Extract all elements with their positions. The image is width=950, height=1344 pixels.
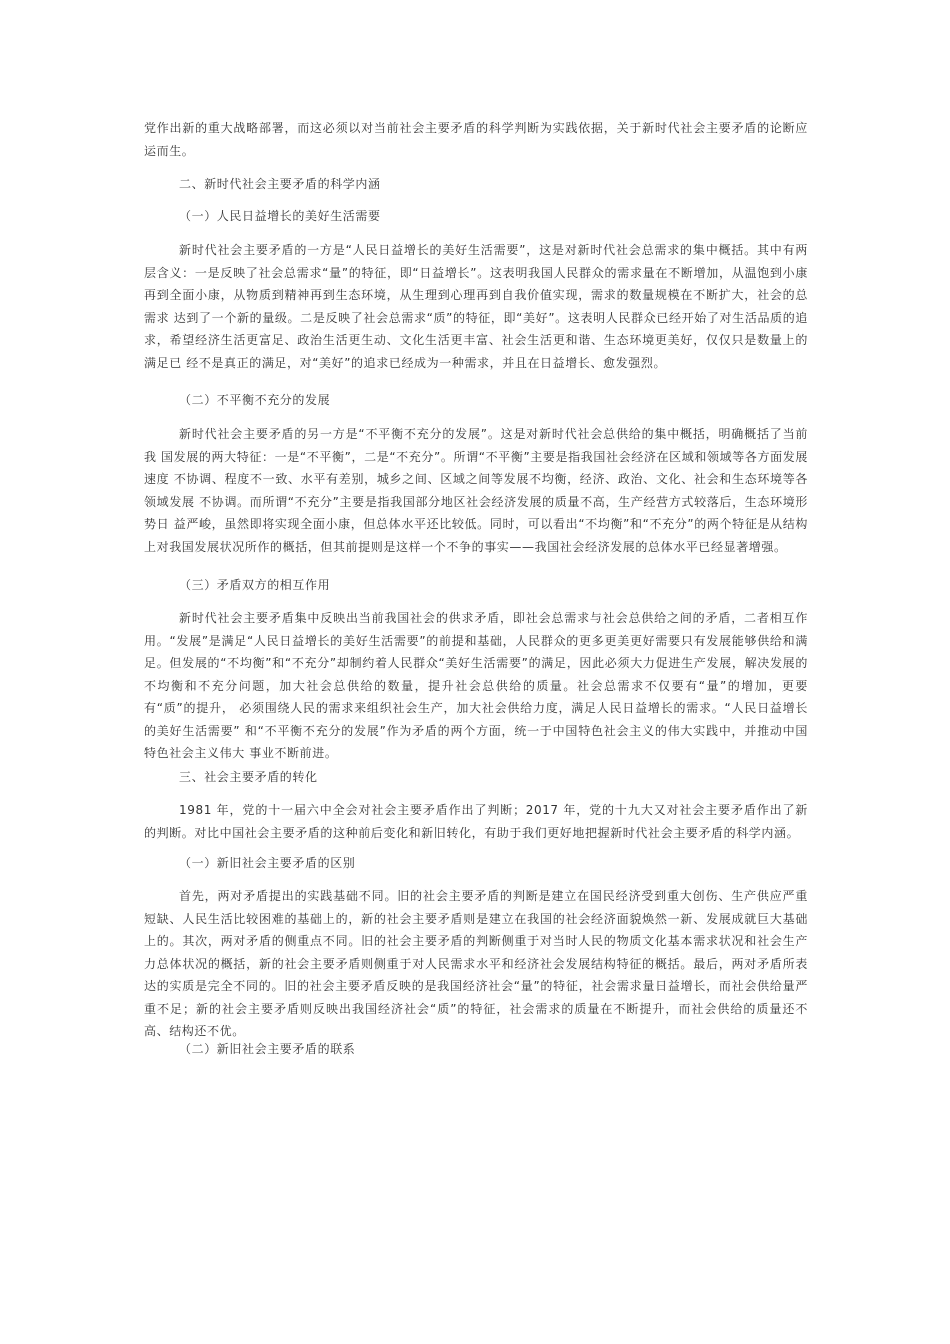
- paragraph-3-intro: 1981 年，党的十一届六中全会对社会主要矛盾作出了判断；2017 年，党的十九大又对社会主要矛盾作出了新的判断。对比中国社会主要矛盾的这种前后变化和新旧转化，有助于我们更好地把握新时代社会主要矛盾的科学内涵。: [144, 803, 808, 840]
- subheading-3-2: （二）新旧社会主要矛盾的联系: [179, 1042, 356, 1056]
- subheading-3-1: （一）新旧社会主要矛盾的区别: [179, 856, 356, 870]
- paragraph-2-2: 新时代社会主要矛盾的另一方是“不平衡不充分的发展”。这是对新时代社会总供给的集中概括，明确概括了当前我 国发展的两大特征：一是“不平衡”，二是“不充分”。所谓“不平衡”主要是指我国社会经济在区域和领域等各方面发展速度 不协调、程度不一致、水平有差别，城乡之间、区域之间等发展不均衡，经济、政治、文化、社会和生态环境等各领域发展 不协调。而所谓“不充分”主要是指我国部分地区社会经济发展的质量不高，生产经营方式较落后，生态环境形势日 益严峻，虽然即将实现全面小康，但总体水平还比较低。同时，可以看出“不均衡”和“不充分”的两个特征是从结构上对我国发展状况所作的概括，但其前提则是这样一个不争的事实——我国社会经济发展的总体水平已经显著增强。: [144, 427, 808, 554]
- paragraph-3-1: 首先，两对矛盾提出的实践基础不同。旧的社会主要矛盾的判断是建立在国民经济受到重大创伤、生产供应严重 短缺、人民生活比较困难的基础上的，新的社会主要矛盾则是建立在我国的社会经济面貌焕然一新、发展成就巨大基础上的。其次，两对矛盾的侧重点不同。旧的社会主要矛盾的判断侧重于对当时人民的物质文化基本需求状况和社会生产力总体状况的概括，新的社会主要矛盾则侧重于对人民需求水平和经济社会发展结构特征的概括。最后，两对矛盾所表达的实质是完全不同的。旧的社会主要矛盾反映的是我国经济社会“量”的特征，社会需求量日益增长，而社会供给量严 重不足；新的社会主要矛盾则反映出我国经济社会“质”的特征，社会需求的质量在不断提升，而社会供给的质量还不高、结构还不优。: [144, 889, 808, 1038]
- paragraph-2-1: 新时代社会主要矛盾的一方是“人民日益增长的美好生活需要”，这是对新时代社会总需求的集中概括。其中有两层含义：一是反映了社会总需求“量”的特征，即“日益增长”。这表明我国人民群众的需求量在不断增加，从温饱到小康再到全面小康，从物质到精神再到生态环境，从生理到心理再到自我价值实现，需求的数量规模在不断扩大，社会的总需求 达到了一个新的量级。二是反映了社会总需求“质”的特征，即“美好”。这表明人民群众已经开始了对生活品质的追求，希望经济生活更富足、政治生活更生动、文化生活更丰富、社会生活更和谐、生态环境更美好，仅仅只是数量上的满足已 经不是真正的满足，对“美好”的追求已经成为一种需求，并且在日益增长、愈发强烈。: [144, 243, 808, 370]
- subheading-2-1: （一）人民日益增长的美好生活需要: [179, 209, 381, 223]
- section-heading-2: 二、新时代社会主要矛盾的科学内涵: [179, 177, 381, 191]
- paragraph-2-3: 新时代社会主要矛盾集中反映出当前我国社会的供求矛盾，即社会总需求与社会总供给之间的矛盾，二者相互作 用。“发展”是满足“人民日益增长的美好生活需要”的前提和基础，人民群众的更多更美更好需要只有发展能够供给和满足。但发展的“不均衡”和“不充分”却制约着人民群众“美好生活需要”的满足，因此必须大力促进生产发展，解决发展的不均衡和不充分问题，加大社会总供给的数量，提升社会总供给的质量。社会总需求不仅要有“量”的增加，更要有“质”的提升， 必须围绕人民的需求来组织社会生产，加大社会供给力度，满足人民日益增长的需求。“人民日益增长的美好生活需要” 和“不平衡不充分的发展”作为矛盾的两个方面，统一于中国特色社会主义的伟大实践中，并推动中国特色社会主义伟大 事业不断前进。: [144, 611, 808, 760]
- paragraph-intro-continued: 党作出新的重大战略部署，而这必须以对当前社会主要矛盾的科学判断为实践依据，关于新时代社会主要矛盾的论断应运而生。: [144, 121, 808, 158]
- subheading-2-2: （二）不平衡不充分的发展: [179, 393, 331, 407]
- subheading-2-3: （三）矛盾双方的相互作用: [179, 578, 331, 592]
- section-heading-3: 三、社会主要矛盾的转化: [179, 770, 318, 784]
